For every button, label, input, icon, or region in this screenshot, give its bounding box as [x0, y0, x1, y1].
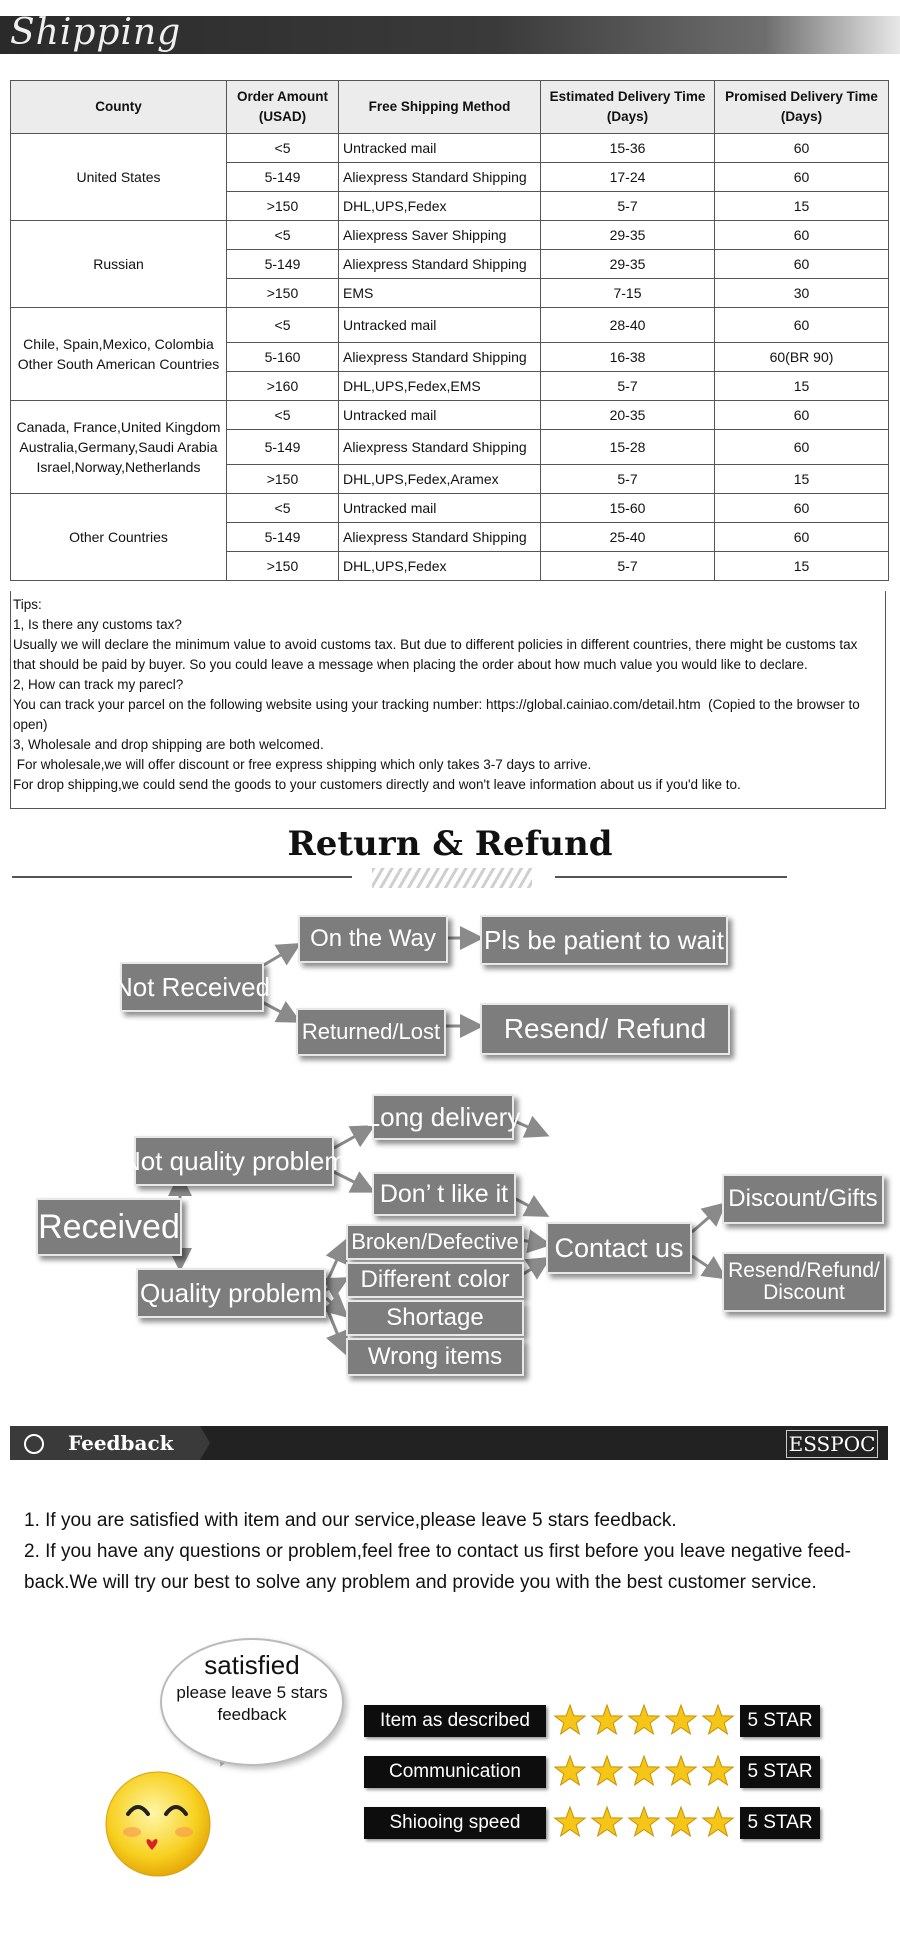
table-header-row	[11, 81, 889, 134]
method-cell: Aliexpress Standard Shipping	[339, 163, 541, 192]
method-cell: DHL,UPS,Fedex,EMS	[339, 372, 541, 401]
promised-cell: 60	[715, 221, 889, 250]
bubble-line-2: please leave 5 stars	[176, 1683, 328, 1702]
arrow-contact-resend	[692, 1256, 722, 1276]
method-cell: DHL,UPS,Fedex	[339, 192, 541, 221]
method-cell: DHL,UPS,Fedex,Aramex	[339, 465, 541, 494]
rating-label: Item as described	[364, 1705, 546, 1737]
arrow-dontlike-contact	[514, 1198, 544, 1214]
header-country: County	[11, 81, 227, 134]
box-pls-wait: Pls be patient to wait	[480, 915, 728, 965]
promised-cell: 15	[715, 552, 889, 581]
bubble-line-3: feedback	[217, 1705, 287, 1724]
amount-cell: >150	[227, 279, 339, 308]
tips-box	[10, 591, 886, 809]
method-cell: Aliexpress Standard Shipping	[339, 343, 541, 372]
title-divider-left	[12, 876, 352, 878]
box-received: Received	[36, 1198, 182, 1256]
amount-cell: <5	[227, 308, 339, 343]
circle-icon	[24, 1434, 44, 1454]
rating-label: Shiooing speed	[364, 1807, 546, 1839]
table-row	[11, 221, 889, 250]
promised-cell: 60	[715, 494, 889, 523]
rating-label: Communication	[364, 1756, 546, 1788]
method-cell: Aliexpress Standard Shipping	[339, 250, 541, 279]
return-refund-title: Return & Refund	[287, 824, 613, 864]
feedback-label: Feedback	[68, 1431, 174, 1455]
promised-cell: 60	[715, 401, 889, 430]
estimated-cell: 25-40	[541, 523, 715, 552]
box-returned-lost: Returned/Lost	[296, 1008, 446, 1056]
rating-badge: 5 STAR	[740, 1756, 820, 1788]
star-icon	[592, 1807, 622, 1836]
amount-cell: >150	[227, 552, 339, 581]
box-long-delivery: Long delivery	[372, 1094, 514, 1140]
estimated-cell: 28-40	[541, 308, 715, 343]
star-icon	[555, 1705, 585, 1734]
shipping-table	[10, 80, 889, 581]
tips-q1: 1, Is there any customs tax?	[13, 617, 182, 632]
promised-cell: 60	[715, 430, 889, 465]
method-cell: Aliexpress Standard Shipping	[339, 523, 541, 552]
amount-cell: >160	[227, 372, 339, 401]
shipping-table-body	[11, 134, 889, 581]
amount-cell: 5-149	[227, 523, 339, 552]
estimated-cell: 7-15	[541, 279, 715, 308]
tips-a3b: For drop shipping,we could send the goods to your customers directly and won't leave information about us if you'd like to.	[13, 777, 741, 792]
country-cell: Canada, France,United Kingdom Australia,Germany,Saudi Arabia Israel,Norway,Netherlands	[11, 401, 227, 494]
star-icon	[555, 1756, 585, 1785]
box-not-quality-problem: Not quality problem	[134, 1136, 334, 1186]
promised-cell: 60	[715, 523, 889, 552]
feedback-text	[24, 1505, 888, 1598]
star-icon	[629, 1705, 659, 1734]
arrow-notrecv-ontheway	[262, 946, 296, 966]
arrow-notrecv-returned	[262, 1002, 296, 1020]
promised-cell: 60(BR 90)	[715, 343, 889, 372]
promised-cell: 60	[715, 163, 889, 192]
method-cell: Untracked mail	[339, 494, 541, 523]
table-row	[11, 134, 889, 163]
arrow-contact-discount	[692, 1206, 722, 1232]
estimated-cell: 16-38	[541, 343, 715, 372]
smiley-face-icon	[102, 1768, 214, 1880]
shipping-title: Shipping	[10, 12, 182, 53]
tips-a2: You can track your parcel on the following website using your tracking number: https://global.cainiao.com/detail.htm (Copied to the browser to open)	[13, 697, 864, 732]
amount-cell: <5	[227, 401, 339, 430]
estimated-cell: 15-36	[541, 134, 715, 163]
estimated-cell: 29-35	[541, 250, 715, 279]
estimated-cell: 15-60	[541, 494, 715, 523]
estimated-cell: 29-35	[541, 221, 715, 250]
promised-cell: 60	[715, 250, 889, 279]
star-icon	[592, 1705, 622, 1734]
estimated-cell: 5-7	[541, 192, 715, 221]
star-icon	[703, 1705, 733, 1734]
amount-cell: <5	[227, 221, 339, 250]
feedback-line-2: 2. If you have any questions or problem,feel free to contact us first before you leave negative feed-back.We will try our best to solve any problem and provide you with the best customer service.	[24, 1541, 851, 1593]
bubble-title: satisfied	[204, 1650, 300, 1680]
speech-bubble	[160, 1638, 344, 1766]
amount-cell: >150	[227, 192, 339, 221]
rating-stars	[552, 1703, 742, 1739]
header-estimated-time: Estimated Delivery Time (Days)	[541, 81, 715, 134]
method-cell: EMS	[339, 279, 541, 308]
method-cell: Aliexpress Saver Shipping	[339, 221, 541, 250]
box-wrong-items: Wrong items	[346, 1338, 524, 1376]
star-icon	[629, 1807, 659, 1836]
brand-logo: ESSPOC	[786, 1430, 878, 1458]
promised-cell: 30	[715, 279, 889, 308]
method-cell: Untracked mail	[339, 134, 541, 163]
table-row	[11, 494, 889, 523]
title-divider-right	[555, 876, 787, 878]
box-shortage: Shortage	[346, 1300, 524, 1336]
box-broken-defective: Broken/Defective	[346, 1224, 524, 1260]
method-cell: Aliexpress Standard Shipping	[339, 430, 541, 465]
table-row	[11, 401, 889, 430]
amount-cell: <5	[227, 134, 339, 163]
star-icon	[629, 1756, 659, 1785]
rating-badge: 5 STAR	[740, 1705, 820, 1737]
promised-cell: 15	[715, 465, 889, 494]
rating-stars	[552, 1805, 742, 1841]
header-order-amount: Order Amount (USAD)	[227, 81, 339, 134]
promised-cell: 60	[715, 308, 889, 343]
estimated-cell: 5-7	[541, 465, 715, 494]
box-contact-us: Contact us	[546, 1222, 692, 1274]
amount-cell: <5	[227, 494, 339, 523]
amount-cell: 5-149	[227, 163, 339, 192]
estimated-cell: 17-24	[541, 163, 715, 192]
method-cell: Untracked mail	[339, 401, 541, 430]
star-icon	[703, 1807, 733, 1836]
box-resend-refund-discount	[722, 1252, 886, 1312]
box-resend-refund: Resend/ Refund	[480, 1003, 730, 1055]
promised-cell: 15	[715, 192, 889, 221]
amount-cell: 5-149	[227, 430, 339, 465]
star-icon	[666, 1705, 696, 1734]
star-icon	[555, 1807, 585, 1836]
tips-q2: 2, How can track my parecl?	[13, 677, 184, 692]
table-row	[11, 308, 889, 343]
method-cell: Untracked mail	[339, 308, 541, 343]
star-icon	[666, 1756, 696, 1785]
star-icon	[666, 1807, 696, 1836]
tips-q3: 3, Wholesale and drop shipping are both welcomed.	[13, 737, 324, 752]
country-cell: Other Countries	[11, 494, 227, 581]
star-icon	[703, 1756, 733, 1785]
country-cell: Russian	[11, 221, 227, 308]
method-cell: DHL,UPS,Fedex	[339, 552, 541, 581]
estimated-cell: 5-7	[541, 372, 715, 401]
amount-cell: 5-149	[227, 250, 339, 279]
feedback-line-1: 1. If you are satisfied with item and our service,please leave 5 stars feedback.	[24, 1510, 677, 1531]
box-on-the-way: On the Way	[298, 915, 448, 963]
tips-heading: Tips:	[13, 597, 42, 612]
amount-cell: 5-160	[227, 343, 339, 372]
estimated-cell: 15-28	[541, 430, 715, 465]
star-icon	[592, 1756, 622, 1785]
country-cell: United States	[11, 134, 227, 221]
header-shipping-method: Free Shipping Method	[339, 81, 541, 134]
box-different-color: Different color	[346, 1262, 524, 1298]
promised-cell: 15	[715, 372, 889, 401]
header-promised-time: Promised Delivery Time (Days)	[715, 81, 889, 134]
estimated-cell: 20-35	[541, 401, 715, 430]
resend-refund-discount-line1: Resend/Refund/	[728, 1259, 880, 1282]
box-dont-like-it: Don’ t like it	[372, 1172, 516, 1216]
box-not-received: Not Received	[120, 962, 264, 1012]
box-discount-gifts: Discount/Gifts	[722, 1174, 884, 1224]
amount-cell: >150	[227, 465, 339, 494]
rating-stars	[552, 1754, 742, 1790]
arrow-quality-broken	[326, 1244, 344, 1284]
tips-a3a: For wholesale,we will offer discount or free express shipping which only takes 3-7 days to arrive.	[13, 757, 592, 772]
tips-a1: Usually we will declare the minimum value to avoid customs tax. But due to different policies in different countries, there might be customs tax that should be paid by buyer. So you could leave a message when placing the order about how much value you would like to declare.	[13, 637, 862, 672]
promised-cell: 60	[715, 134, 889, 163]
box-quality-problem: Quality problem	[136, 1268, 326, 1318]
country-cell: Chile, Spain,Mexico, Colombia Other South American Countries	[11, 308, 227, 401]
estimated-cell: 5-7	[541, 552, 715, 581]
resend-refund-discount-line2: Discount	[763, 1281, 845, 1304]
rating-badge: 5 STAR	[740, 1807, 820, 1839]
